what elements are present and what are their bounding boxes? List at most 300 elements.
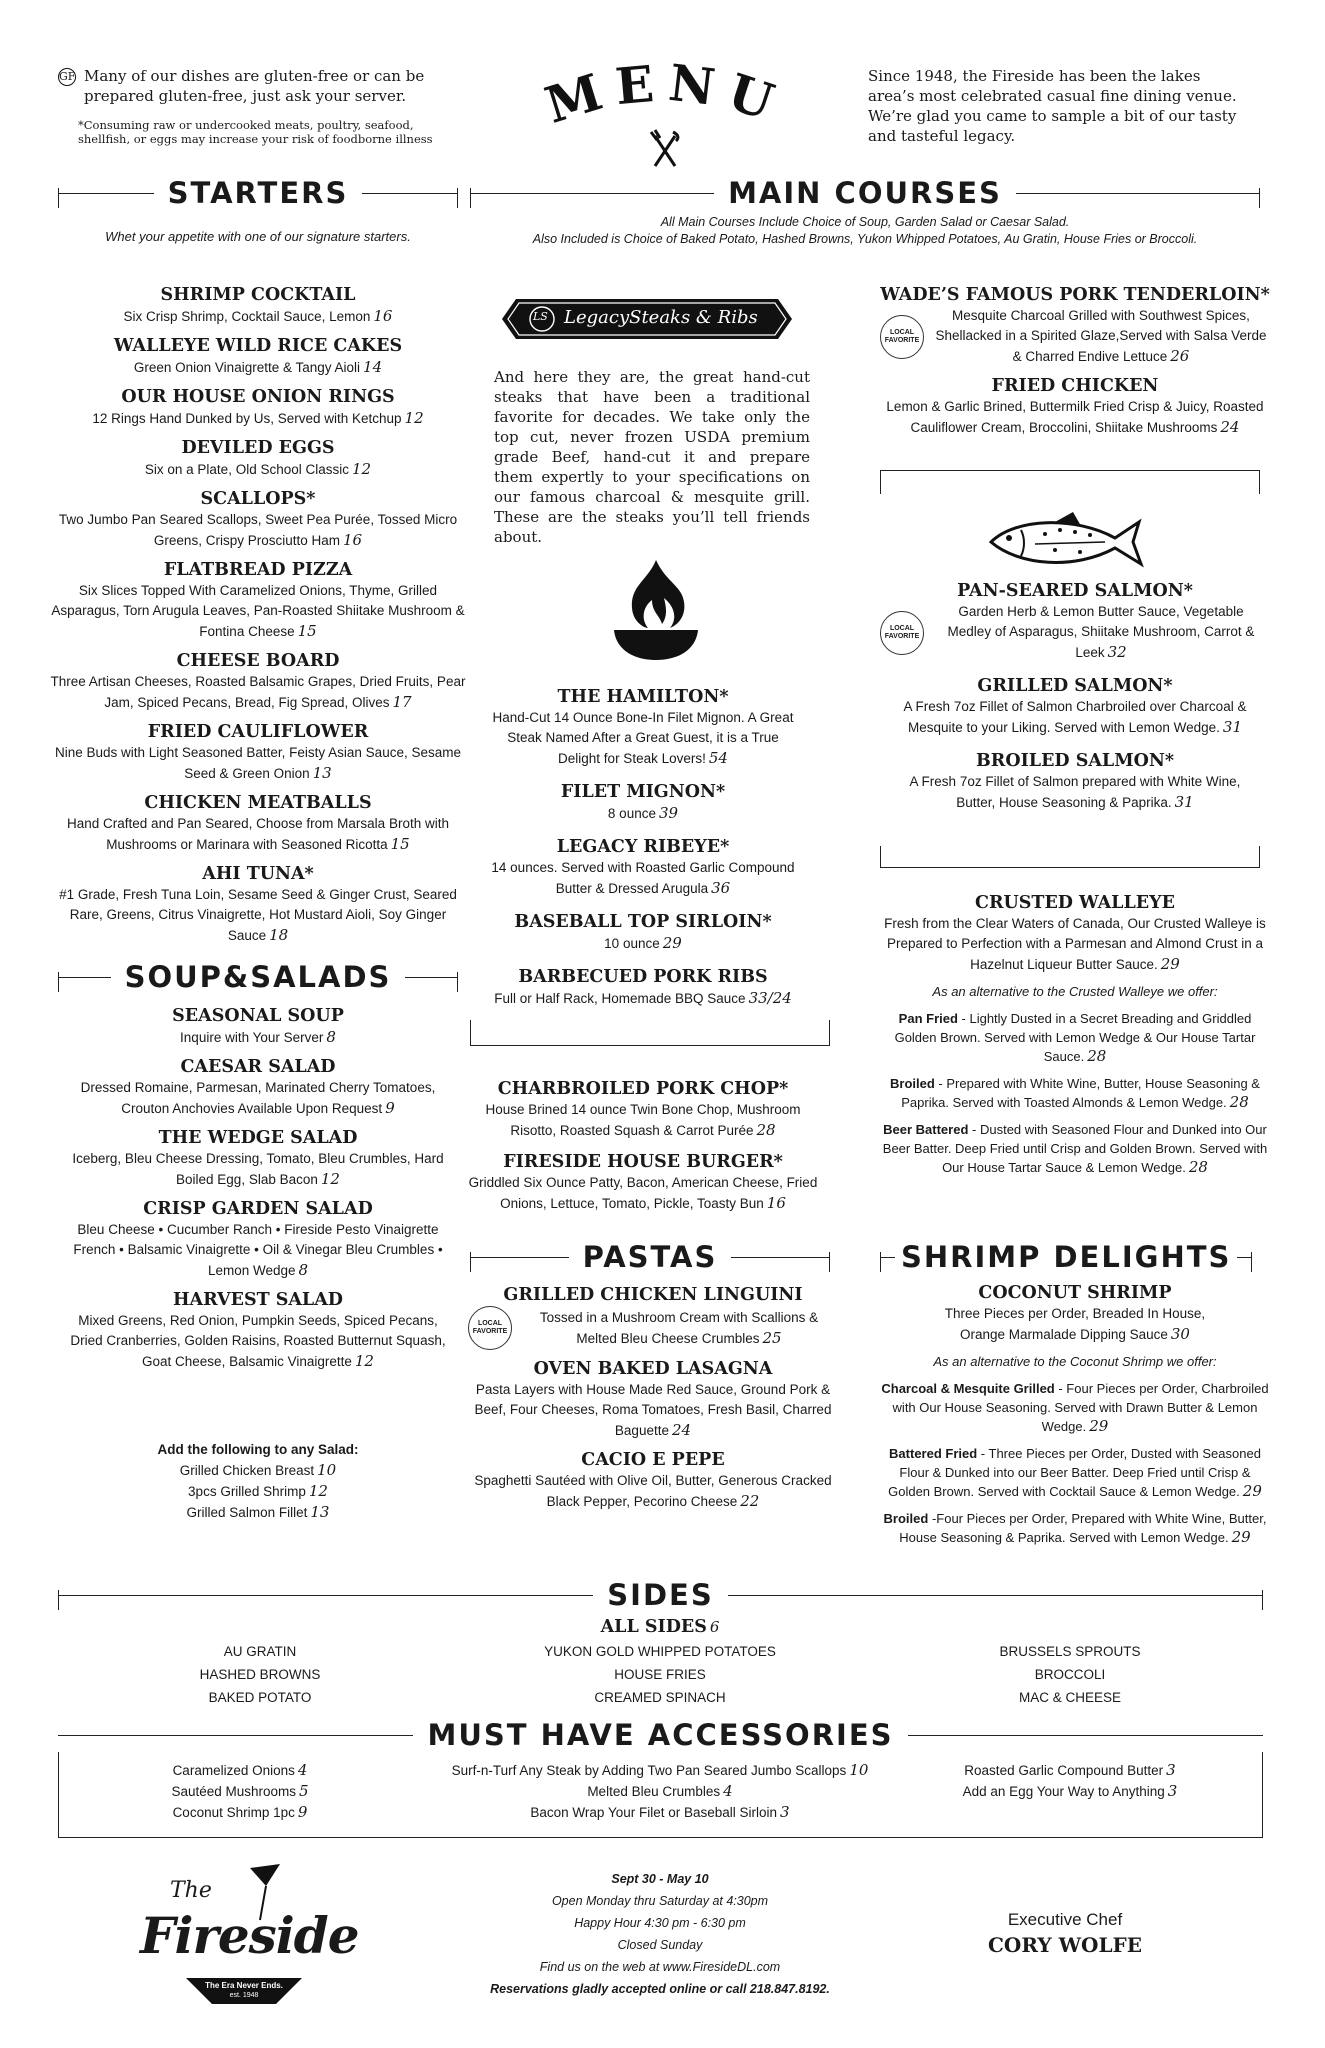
shrimp-title: SHRIMP DELIGHTS: [901, 1240, 1232, 1274]
accessory-price: 3: [780, 1803, 790, 1821]
item-name: FIRESIDE HOUSE BURGER*: [503, 1152, 783, 1172]
accessories-title: MUST HAVE ACCESSORIES: [427, 1718, 894, 1752]
alternative-label: Broiled: [890, 1076, 935, 1091]
alternative-price: 28: [1087, 1047, 1107, 1065]
item-desc-row: [50, 672, 466, 713]
logo-est: est. 1948: [229, 1992, 259, 1999]
item-desc-text: Hand Crafted and Pan Seared, Choose from Marsala Broth with Mushrooms or Marinara with Seasoned Ricotta: [67, 816, 449, 852]
menu-item: [50, 721, 466, 784]
alternative-label: Battered Fried: [889, 1446, 978, 1461]
menu-item: [50, 386, 466, 429]
legacy-description: And here they are, the great hand-cut steaks that have been a traditional favorite for decades. We take only the top cut, never frozen USDA premium grade Beef, hand-cut it and prepare them expertly to your specifications on our famous charcoal & mesquite grill. These are the steaks you’ll tell friends about.: [494, 368, 810, 546]
item-desc: [468, 1173, 818, 1214]
accessory-name: Coconut Shrimp 1pc: [172, 1805, 295, 1820]
item-desc: [50, 1078, 466, 1119]
accessory-name: Caramelized Onions: [172, 1763, 295, 1778]
legacy-banner-text: LegacySteaks & Ribs: [564, 307, 758, 328]
item-name: AHI TUNA*: [202, 864, 314, 884]
item-desc-text: Two Jumbo Pan Seared Scallops, Sweet Pea Purée, Tossed Micro Greens, Crispy Prosciutto Ham: [58, 512, 458, 548]
shrimp-alts: [880, 1379, 1270, 1547]
item-desc-text: Bleu Cheese • Cucumber Ranch • Fireside Pesto Vinaigrette French • Balsamic Vinaigrette • Oil & Vinegar Bleu Crumbles • Lemon Wedge: [73, 1222, 443, 1278]
accessories-column-3: [930, 1760, 1210, 1802]
item-desc-row: [468, 1100, 818, 1141]
soups-list: [50, 1005, 466, 1380]
item-desc-row: [50, 885, 466, 946]
menu-item: [50, 488, 466, 551]
accessory-item: [430, 1802, 890, 1823]
menu-item: [880, 284, 1270, 367]
menu-item: [50, 335, 466, 378]
accessory-item: [120, 1781, 360, 1802]
item-desc-text: A Fresh 7oz Fillet of Salmon prepared with White Wine, Butter, House Seasoning & Paprika.: [909, 774, 1241, 810]
item-desc-text: Spaghetti Sautéed with Olive Oil, Butter, Generous Cracked Black Pepper, Pecorino Cheese: [474, 1473, 832, 1509]
center-more-list: [468, 1078, 818, 1224]
sides-header: [58, 1578, 1263, 1612]
menu-item: [50, 863, 466, 946]
menu-item: [468, 1449, 838, 1512]
item-desc-row: [468, 1471, 838, 1512]
item-desc: [50, 1149, 466, 1190]
item-desc: [50, 743, 466, 784]
alternative-item: [880, 1444, 1270, 1501]
item-desc-row: [50, 510, 466, 551]
closed-sunday: Closed Sunday: [617, 1938, 703, 1952]
item-price: 28: [756, 1121, 776, 1139]
menu-item: [880, 375, 1270, 438]
item-desc: [880, 772, 1270, 813]
item-desc-row: [468, 858, 818, 899]
item-desc-row: [880, 602, 1270, 663]
accessory-item: [120, 1802, 360, 1823]
happy-hour: Happy Hour 4:30 pm - 6:30 pm: [574, 1916, 746, 1930]
alternative-label: Beer Battered: [883, 1122, 969, 1137]
item-desc-text: Griddled Six Ounce Patty, Bacon, American Cheese, Fried Onions, Lettuce, Tomato, Pickle, Toasty Bun: [468, 1175, 818, 1211]
menu-item: [50, 559, 466, 642]
item-price: 16: [342, 531, 363, 549]
item-name: THE HAMILTON*: [557, 687, 729, 707]
item-desc-row: [468, 988, 818, 1009]
item-desc-row: [50, 1311, 466, 1372]
item-desc-row: [50, 1078, 466, 1119]
item-desc-text: Green Onion Vinaigrette & Tangy Aioli: [133, 360, 361, 375]
side-item: BAKED POTATO: [208, 1690, 312, 1705]
item-desc-text: Tossed in a Mushroom Cream with Scallions & Melted Bleu Cheese Crumbles: [539, 1309, 819, 1346]
item-price: 12: [352, 460, 372, 478]
sides-column-2: [470, 1640, 850, 1709]
alternative-desc: - Dusted with Seasoned Flour and Dunked into Our Beer Batter. Deep Fried until Crisp and Golden Brown. Served with Our House Tartar Sauce & Lemon Wedge.: [882, 1122, 1268, 1175]
item-price: 13: [312, 764, 332, 782]
item-price: 15: [297, 622, 317, 640]
chef-name: CORY WOLFE: [988, 1933, 1142, 1957]
menu-item: [468, 911, 818, 954]
alternative-item: [880, 1009, 1270, 1066]
accessory-price: 10: [849, 1761, 869, 1779]
gluten-free-icon: GF: [58, 68, 76, 86]
logo-name: Fireside: [140, 1906, 359, 1965]
menu-item: [50, 1198, 466, 1281]
item-desc-text: Six Crisp Shrimp, Cocktail Sauce, Lemon: [123, 309, 371, 324]
item-price: 54: [708, 749, 728, 767]
side-item: AU GRATIN: [223, 1644, 297, 1659]
item-name: WADE’S FAMOUS PORK TENDERLOIN*: [880, 285, 1270, 305]
salad-addon-item: [100, 1502, 416, 1523]
item-desc-text: 8 ounce: [607, 806, 656, 821]
pasta-list: [468, 1284, 838, 1520]
item-desc-text: 10 ounce: [604, 936, 660, 951]
item-desc: [932, 306, 1270, 367]
item-price: 29: [662, 934, 682, 952]
alternative-desc: - Three Pieces per Order, Dusted with Seasoned Flour & Dunked into our Beer Batter. Deep Fried until Crisp & Golden Brown. Served with Cocktail Sauce & Lemon Wedge.: [888, 1446, 1261, 1499]
item-price: 17: [392, 693, 412, 711]
item-name: FRIED CAULIFLOWER: [147, 722, 369, 742]
consumption-warning: *Consuming raw or undercooked meats, poultry, seafood, shellfish, or eggs may increase your risk of foodborne illness: [78, 118, 433, 146]
item-price: 12: [320, 1170, 340, 1188]
item-desc: [50, 581, 466, 642]
item-price: 39: [658, 804, 679, 822]
legacy-steaks-banner: [498, 295, 796, 343]
accessory-item: [430, 1781, 890, 1802]
accessory-name: Melted Bleu Crumbles: [587, 1784, 721, 1799]
menu-item: [468, 1284, 838, 1350]
menu-item: [50, 1056, 466, 1119]
coconut-shrimp-desc: Three Pieces per Order, Breaded In House, Orange Marmalade Dipping Sauce 30: [944, 1306, 1206, 1343]
accessory-name: Surf-n-Turf Any Steak by Adding Two Pan Seared Jumbo Scallops: [451, 1763, 847, 1778]
item-desc-row: [50, 1149, 466, 1190]
starters-list: [50, 284, 466, 954]
item-price: 33/24: [748, 989, 792, 1007]
open-hours: Open Monday thru Saturday at 4:30pm: [551, 1894, 769, 1908]
item-price: 12: [354, 1352, 374, 1370]
alternative-label: Pan Fried: [898, 1011, 958, 1026]
alternative-item: [880, 1120, 1270, 1177]
item-desc: [50, 1220, 466, 1281]
item-desc-text: Dressed Romaine, Parmesan, Marinated Cherry Tomatoes, Crouton Anchovies Available Upon Request: [80, 1080, 436, 1116]
item-desc: [50, 885, 466, 946]
item-desc: [50, 459, 466, 480]
right-top-list: [880, 284, 1270, 446]
item-desc: [50, 672, 466, 713]
addon-price: 13: [310, 1503, 330, 1521]
item-desc-text: Garden Herb & Lemon Butter Sauce, Vegetable Medley of Asparagus, Shiitake Mushroom, Carrot & Leek: [947, 604, 1255, 660]
footer-info: [440, 1868, 880, 2000]
alternative-item: [880, 1074, 1270, 1112]
accessory-name: Roasted Garlic Compound Butter: [964, 1763, 1164, 1778]
item-desc: [50, 510, 466, 551]
accessories-column-2: [430, 1760, 890, 1823]
addon-price: 10: [317, 1461, 337, 1479]
accessories-header: [58, 1718, 1263, 1752]
alternative-label: Broiled: [883, 1511, 929, 1526]
svg-text:MENU: [539, 58, 793, 135]
side-item: MAC & CHEESE: [1018, 1690, 1122, 1705]
item-name: FLATBREAD PIZZA: [163, 560, 353, 580]
item-name: OVEN BAKED LASAGNA: [533, 1359, 773, 1379]
item-price: 22: [740, 1492, 760, 1510]
logo-the: The: [170, 1878, 212, 1903]
item-name: CHICKEN MEATBALLS: [144, 793, 372, 813]
salad-addon-item: [100, 1460, 416, 1481]
accessory-price: 4: [723, 1782, 733, 1800]
item-desc-text: 14 ounces. Served with Roasted Garlic Compound Butter & Dressed Arugula: [491, 860, 795, 896]
shrimp-alt-note: As an alternative to the Coconut Shrimp we offer:: [933, 1354, 1217, 1369]
accessories-column-1: [120, 1760, 360, 1823]
alternative-price: 29: [1242, 1482, 1262, 1500]
item-desc: [50, 306, 466, 327]
item-name: CHARBROILED PORK CHOP*: [497, 1079, 789, 1099]
item-desc-text: Iceberg, Bleu Cheese Dressing, Tomato, Bleu Crumbles, Hard Boiled Egg, Slab Bacon: [72, 1151, 444, 1187]
website-link[interactable]: Find us on the web at www.FiresideDL.com: [539, 1960, 781, 1974]
addon-name: 3pcs Grilled Shrimp: [188, 1484, 306, 1499]
item-desc-row: [468, 1306, 838, 1350]
item-desc-row: [468, 803, 818, 824]
item-desc-text: Six on a Plate, Old School Classic: [144, 462, 349, 477]
item-desc-row: [50, 408, 466, 429]
item-desc-text: Six Slices Topped With Caramelized Onions, Thyme, Grilled Asparagus, Torn Arugula Leaves, Pan-Roasted Shiitake Mushroom & Fontina Cheese: [51, 583, 465, 639]
item-desc-text: Lemon & Garlic Brined, Buttermilk Fried Crisp & Juicy, Roasted Cauliflower Cream, Broccolini, Shiitake Mushrooms: [886, 399, 1264, 435]
item-name: CHEESE BOARD: [176, 651, 340, 671]
addon-name: Grilled Salmon Fillet: [186, 1505, 308, 1520]
all-sides-price: 6: [709, 1618, 720, 1636]
item-price: 24: [671, 1421, 692, 1439]
item-desc-text: Pasta Layers with House Made Red Sauce, Ground Pork & Beef, Four Cheeses, Roma Tomatoes, Fresh Basil, Charred Baguette: [474, 1382, 832, 1438]
item-price: 36: [711, 879, 731, 897]
accessory-name: Sautéed Mushrooms: [171, 1784, 297, 1799]
steaks-list: [468, 686, 818, 1021]
menu-item: [50, 437, 466, 480]
chef-label: Executive Chef: [1007, 1910, 1123, 1929]
soup-salads-title: SOUP&SALADS: [124, 960, 392, 994]
item-desc-row: [50, 1220, 466, 1281]
item-name: OUR HOUSE ONION RINGS: [121, 387, 395, 407]
item-desc-text: Three Artisan Cheeses, Roasted Balsamic Grapes, Dried Fruits, Pear Jam, Spiced Pecans, Bread, Fig Spread, Olives: [50, 674, 466, 710]
item-desc-row: [50, 357, 466, 378]
item-desc-text: Hand-Cut 14 Ounce Bone-In Filet Mignon. A Great Steak Named After a Great Guest, it is a True Delight for Steak Lovers!: [492, 710, 794, 766]
main-note-soup: All Main Courses Include Choice of Soup, Garden Salad or Caesar Salad.: [660, 215, 1070, 229]
item-desc: [468, 933, 818, 954]
accessory-price: 4: [297, 1761, 308, 1779]
item-name: GRILLED CHICKEN LINGUINI: [503, 1285, 803, 1305]
accessory-price: 3: [1167, 1782, 1178, 1800]
item-desc-row: [50, 743, 466, 784]
item-name: CACIO E PEPE: [581, 1450, 725, 1470]
item-name: SEASONAL SOUP: [172, 1006, 344, 1026]
coconut-shrimp-name: COCONUT SHRIMP: [978, 1283, 1172, 1303]
alternative-desc: -Four Pieces per Order, Prepared with White Wine, Butter, House Seasoning & Paprika. Served with Lemon Wedge.: [899, 1511, 1267, 1545]
item-desc-row: [50, 306, 466, 327]
gluten-free-note: [58, 66, 468, 106]
side-item: YUKON GOLD WHIPPED POTATOES: [544, 1644, 776, 1659]
menu-item: [50, 792, 466, 855]
item-desc-row: [50, 814, 466, 855]
alternative-desc: - Lightly Dusted in a Secret Breading and Griddled Golden Brown. Served with Lemon Wedge & Our House Tartar Sauce.: [894, 1011, 1256, 1064]
alternative-desc: - Four Pieces per Order, Charbroiled with Our House Seasoning. Served with Drawn Butter & Lemon Wedge.: [892, 1381, 1269, 1434]
alternative-label: Charcoal & Mesquite Grilled: [881, 1381, 1055, 1396]
walleye-alts: [880, 1009, 1270, 1177]
item-desc: [468, 858, 818, 899]
item-desc: [932, 602, 1270, 663]
item-desc-text: House Brined 14 ounce Twin Bone Chop, Mushroom Risotto, Roasted Squash & Carrot Purée: [485, 1102, 801, 1138]
addon-name: Grilled Chicken Breast: [179, 1463, 315, 1478]
accessory-price: 5: [299, 1782, 309, 1800]
item-name: BROILED SALMON*: [976, 751, 1174, 771]
reservations-note: Reservations gladly accepted online or call 218.847.8192.: [490, 1982, 830, 1996]
menu-item: [50, 284, 466, 327]
item-desc: [468, 803, 818, 824]
executive-chef: [940, 1910, 1190, 1956]
walleye-name: CRUSTED WALLEYE: [975, 893, 1175, 913]
sides-column-3: [950, 1640, 1190, 1709]
item-name: LEGACY RIBEYE*: [556, 837, 730, 857]
menu-item: [50, 1289, 466, 1372]
item-desc: [468, 708, 818, 769]
item-desc: [50, 1027, 466, 1048]
alternative-price: 28: [1188, 1158, 1208, 1176]
item-price: 9: [385, 1099, 395, 1117]
alternative-price: 28: [1229, 1093, 1249, 1111]
shrimp-section: [880, 1282, 1270, 1547]
local-favorite-badge-icon: LOCAL FAVORITE: [468, 1306, 512, 1350]
item-desc-row: [468, 933, 818, 954]
menu-item: [468, 966, 818, 1009]
menu-item: [468, 836, 818, 899]
alternative-price: 29: [1231, 1528, 1251, 1546]
item-desc: [468, 988, 818, 1009]
accessory-item: [120, 1760, 360, 1781]
menu-item: [468, 686, 818, 769]
alternative-desc: - Prepared with White Wine, Butter, House Seasoning & Paprika. Served with Toasted Almonds & Lemon Wedge.: [901, 1076, 1260, 1110]
menu-item: [468, 1151, 818, 1214]
item-name: SHRIMP COCKTAIL: [160, 285, 356, 305]
walleye-desc: Fresh from the Clear Waters of Canada, Our Crusted Walleye is Prepared to Perfection with a Parmesan and Almond Crust in a Hazelnut Liqueur Butter Sauce. 29: [884, 916, 1266, 973]
salmon-list: [880, 580, 1270, 825]
item-name: BARBECUED PORK RIBS: [518, 967, 768, 987]
alternative-item: [880, 1509, 1270, 1547]
item-desc-row: [468, 1380, 838, 1441]
item-desc: [468, 1471, 838, 1512]
item-price: 15: [390, 835, 410, 853]
logo-tagline: The Era Never Ends.: [205, 1981, 283, 1990]
item-name: BASEBALL TOP SIRLOIN*: [514, 912, 772, 932]
main-courses-note: [470, 214, 1260, 248]
item-price: 12: [404, 409, 424, 427]
item-desc-row: [50, 581, 466, 642]
item-desc: [880, 397, 1270, 438]
item-name: GRILLED SALMON*: [977, 676, 1173, 696]
item-name: FRIED CHICKEN: [991, 376, 1159, 396]
local-favorite-badge-icon: LOCAL FAVORITE: [880, 611, 924, 655]
addon-price: 12: [308, 1482, 328, 1500]
alternative-item: [880, 1379, 1270, 1436]
item-desc: [880, 697, 1270, 738]
starters-header: [58, 176, 458, 210]
item-price: 31: [1174, 793, 1194, 811]
item-price: 18: [269, 926, 289, 944]
shrimp-header: [880, 1240, 1260, 1274]
sides-title: SIDES: [607, 1578, 714, 1612]
item-desc: [468, 1380, 838, 1441]
legacy-monogram: LS: [533, 310, 548, 323]
menu-item: [468, 1358, 838, 1441]
item-price: 24: [1220, 418, 1240, 436]
side-item: CREAMED SPINACH: [594, 1690, 726, 1705]
item-desc-row: [880, 772, 1270, 813]
menu-item: [880, 675, 1270, 738]
menu-item: [468, 1078, 818, 1141]
sides-column-1: [140, 1640, 380, 1709]
item-desc-row: [880, 397, 1270, 438]
fireside-logo: [130, 1860, 359, 2010]
item-desc-row: [468, 1173, 818, 1214]
item-price: 26: [1170, 347, 1190, 365]
accessory-price: 3: [1166, 1761, 1176, 1779]
item-desc-text: Mixed Greens, Red Onion, Pumpkin Seeds, Spiced Pecans, Dried Cranberries, Golden Raisins, Roasted Butternut Squash, Goat Cheese, Balsamic Vinaigrette: [70, 1313, 446, 1369]
item-price: 32: [1107, 643, 1127, 661]
menu-item: [50, 650, 466, 713]
soup-salads-header: [58, 960, 458, 994]
accessory-item: [930, 1760, 1210, 1781]
menu-item: [50, 1005, 466, 1048]
accessory-name: Add an Egg Your Way to Anything: [962, 1784, 1165, 1799]
item-price: 31: [1222, 718, 1242, 736]
local-favorite-badge-icon: LOCAL FAVORITE: [880, 315, 924, 359]
item-desc-row: [468, 708, 818, 769]
salad-addon-item: [100, 1481, 416, 1502]
item-price: 8: [326, 1028, 336, 1046]
item-name: FILET MIGNON*: [560, 782, 726, 802]
main-note-sides: Also Included is Choice of Baked Potato, Hashed Browns, Yukon Whipped Potatoes, Au Gratin, House Fries or Broccoli.: [532, 232, 1198, 246]
item-desc-row: [880, 697, 1270, 738]
item-desc-text: #1 Grade, Fresh Tuna Loin, Sesame Seed & Ginger Crust, Seared Rare, Greens, Citrus Vinaigrette, Hot Mustard Aioli, Soy Ginger Sauce: [59, 887, 457, 943]
side-item: BROCCOLI: [1034, 1667, 1106, 1682]
item-price: 25: [762, 1328, 782, 1347]
item-desc: [50, 1311, 466, 1372]
item-name: THE WEDGE SALAD: [158, 1128, 358, 1148]
item-desc-row: [50, 459, 466, 480]
fork-knife-icon: [651, 130, 678, 166]
item-desc-text: A Fresh 7oz Fillet of Salmon Charbroiled over Charcoal & Mesquite to your Liking. Served with Lemon Wedge.: [903, 699, 1247, 735]
item-desc: [468, 1100, 818, 1141]
item-price: 16: [373, 307, 393, 325]
side-item: HOUSE FRIES: [614, 1667, 706, 1682]
item-price: 14: [363, 358, 383, 376]
starters-subtitle: Whet your appetite with one of our signature starters.: [105, 229, 411, 244]
walleye-price: 29: [1160, 955, 1180, 973]
item-name: DEVILED EGGS: [181, 438, 335, 458]
accessory-item: [930, 1781, 1210, 1802]
walleye-section: [880, 892, 1270, 1177]
side-item: HASHED BROWNS: [199, 1667, 321, 1682]
item-name: HARVEST SALAD: [173, 1290, 343, 1310]
accessory-item: [430, 1760, 890, 1781]
menu-item: [880, 750, 1270, 813]
salmon-fish-icon: [985, 508, 1145, 576]
item-price: 16: [766, 1194, 786, 1212]
accessory-price: 9: [297, 1803, 308, 1821]
pastas-header: [470, 1240, 830, 1274]
main-courses-title: MAIN COURSES: [728, 176, 1002, 210]
item-name: SCALLOPS*: [200, 489, 316, 509]
pastas-title: PASTAS: [582, 1240, 718, 1274]
item-desc-text: Inquire with Your Server: [180, 1030, 324, 1045]
menu-item: [880, 580, 1270, 663]
logo-flag-icon: [250, 1864, 280, 1886]
item-desc-text: 12 Rings Hand Dunked by Us, Served with Ketchup: [92, 411, 402, 426]
item-desc: [520, 1308, 838, 1349]
side-item: BRUSSELS SPROUTS: [999, 1644, 1141, 1659]
item-desc-row: [50, 1027, 466, 1048]
item-desc: [50, 357, 466, 378]
item-price: 8: [298, 1261, 309, 1279]
